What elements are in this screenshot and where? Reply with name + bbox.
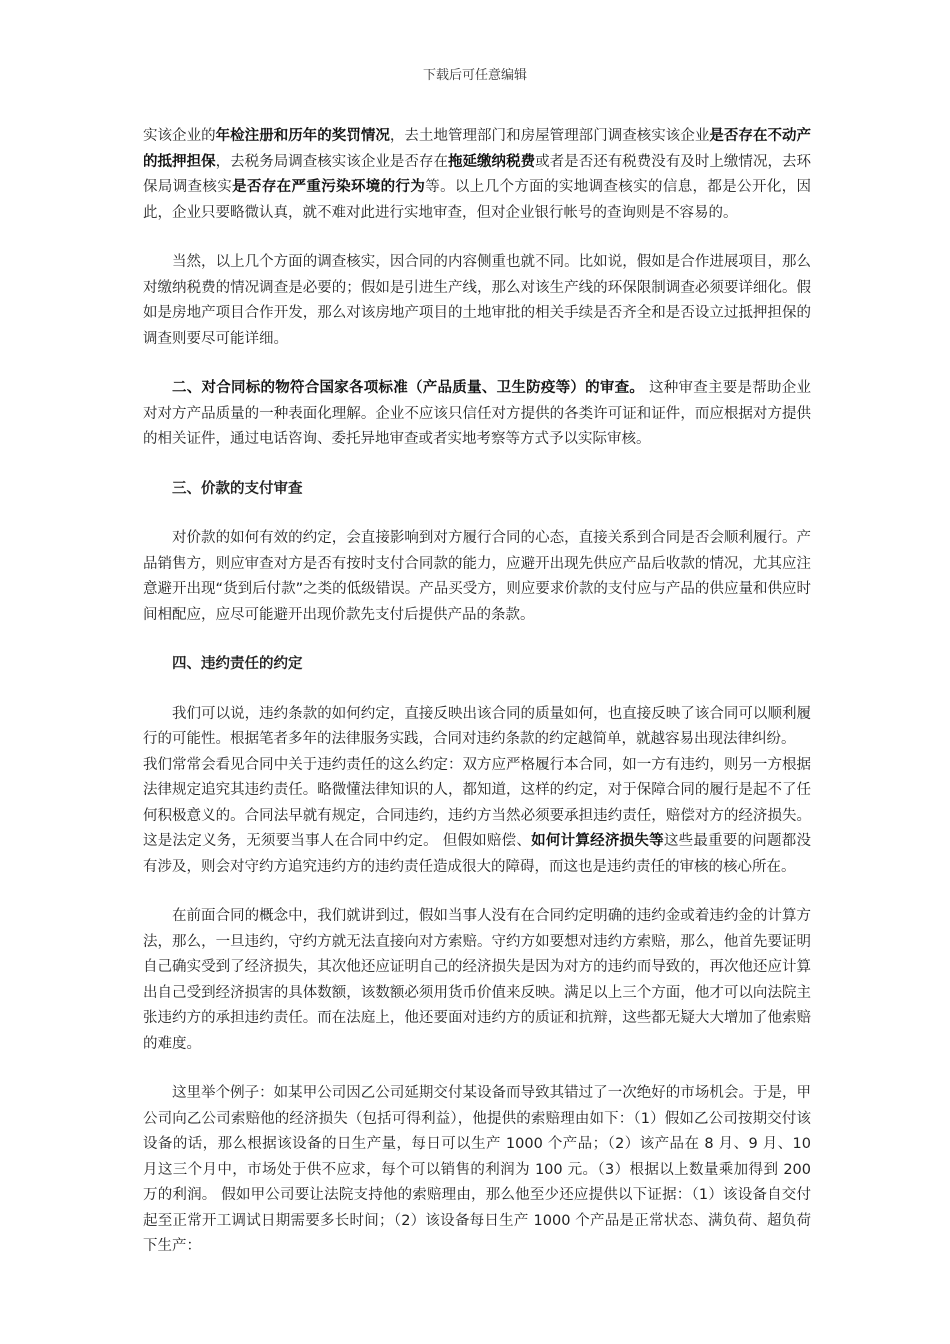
bold-run: 是否存在严重污染环境的行为 [232, 179, 426, 195]
paragraph-case-example: 这里举个例子：如某甲公司因乙公司延期交付某设备而导致其错过了一次绝好的市场机会。于是，甲公司向乙公司索赔他的经济损失（包括可得利益），他提供的索赔理由如下：（1）假如乙公司按期交付该设备的话，那么根据该设备的日生产量，每日可以生产 1000 个产品；（2）该产品在 8 月、9 月、10 月这三个月中，市场处于供不应求，每个可以销售的利润为 100 元。（3）根据以上数量乘加得到 200 万的利润。 假如甲公司要让法院支持他的索赔理由，那么他至少还应提供以下证据：（1）该设备自交付起至正常开工调试日期需要多长时间；（2）该设备每日生产 1000 个产品是正常状态、满负荷、超负荷下生产： [143, 1085, 811, 1254]
bold-run: 是否存在不动产的抵押担保 [143, 128, 812, 170]
text-run: 这种审查主要是帮助企业对对方产品质量的一种表面化理解。企业不应该只信任对方提供的各类许可证和证件，而应根据对方提供的相关证件，通过电话咨询、委托异地审查或者实地考察等方式予以实际审核。 [143, 380, 812, 447]
text-run: 或者是否还有税费没有及时上缴情况，去环保局调查核实 [143, 153, 812, 195]
text-run: 实该企业的 [143, 128, 216, 144]
page-header: 下载后可任意编辑 [422, 68, 527, 83]
text-run: 这些最重要的问题都没有涉及，则会对守约方追究违约方的违约责任造成很大的障碍，而这也是违约责任的审核的核心所在。 [143, 833, 812, 875]
section-heading-4: 四、违约责任的约定 [172, 656, 303, 672]
text-run: 我们常常会看见合同中关于违约责任的这么约定：双方应严格履行本合同，如一方有违约，则另一方根据法律规定追究其违约责任。略微懂法律知识的人，都知道，这样的约定，对于保障合同的履行是起不了任何积极意义的。合同法早就有规定，合同违约，违约方当然必须要承担违约责任，赔偿对方的经济损失。这是法定义务，无须要当事人在合同中约定。 但假如赔偿、 [143, 756, 811, 849]
paragraph-investigation-focus: 当然，以上几个方面的调查核实，因合同的内容侧重也就不同。比如说，假如是合作进展项目，那么对缴纳税费的情况调查是必要的；假如是引进生产线，那么对该生产线的环保限制调查必须要详细化。假如是房地产项目合作开发，那么对该房地产项目的土地审批的相关手续是否齐全和是否设立过抵押担保的调查则要尽可能详细。 [143, 254, 811, 347]
bold-run: 拖延缴纳税费 [447, 153, 536, 170]
text-run: 等。以上几个方面的实地调查核实的信息，都是公开化，因此，企业只要略微认真，就不难对此进行实地审查，但对企业银行帐号的查询则是不容易的。 [143, 179, 812, 221]
text-run: ，去税务局调查核实该企业是否存在 [215, 153, 448, 170]
paragraph-standards-review [143, 376, 811, 453]
paragraph-breach-clause: 我们可以说，违约条款的如何约定，直接反映出该合同的质量如何，也直接反映了该合同可以顺利履行的可能性。根据笔者多年的法律服务实践，合同对违约条款的约定越简单，就越容易出现法律纠纷。 [143, 705, 811, 747]
paragraph-damages-proof: 在前面合同的概念中，我们就讲到过，假如当事人没有在合同约定明确的违约金或着违约金的计算方法，那么，一旦违约，守约方就无法直接向对方索赔。守约方如要想对违约方索赔，那么，他首先要证明自己确实受到了经济损失，其次他还应证明自己的经济损失是因为对方的违约而导致的，再次他还应计算出自己受到经济损害的具体数额，该数额必须用货币价值来反映。满足以上三个方面，他才可以向法院主张违约方的承担违约责任。而在法庭上，他还要面对违约方的质证和抗辩，这些都无疑大大增加了他索赔的难度。 [143, 908, 811, 1052]
paragraph-enterprise-check [143, 124, 811, 226]
section-heading-3: 三、价款的支付审查 [172, 480, 303, 497]
document-body [143, 124, 811, 1284]
bold-run: 年检注册和历年的奖罚情况 [215, 128, 390, 144]
paragraph-payment-review: 对价款的如何有效的约定，会直接影响到对方履行合同的心态，直接关系到合同是否会顺利履行。产品销售方，则应审查对方是否有按时支付合同款的能力，应避开出现先供应产品后收款的情况，尤其应注意避开出现“货到后付款”之类的低级错误。产品买受方，则应要求价款的支付应与产品的供应量和供应时间相配应，应尽可能避开出现价款先支付后提供产品的条款。 [143, 530, 811, 623]
section-heading-2: 二、对合同标的物符合国家各项标准（产品质量、卫生防疫等）的审查。 [172, 380, 645, 396]
text-run: ，去土地管理部门和房屋管理部门调查核实该企业 [389, 128, 710, 144]
paragraph-breach-example [143, 753, 811, 881]
bold-run: 如何计算经济损失等 [531, 833, 664, 849]
